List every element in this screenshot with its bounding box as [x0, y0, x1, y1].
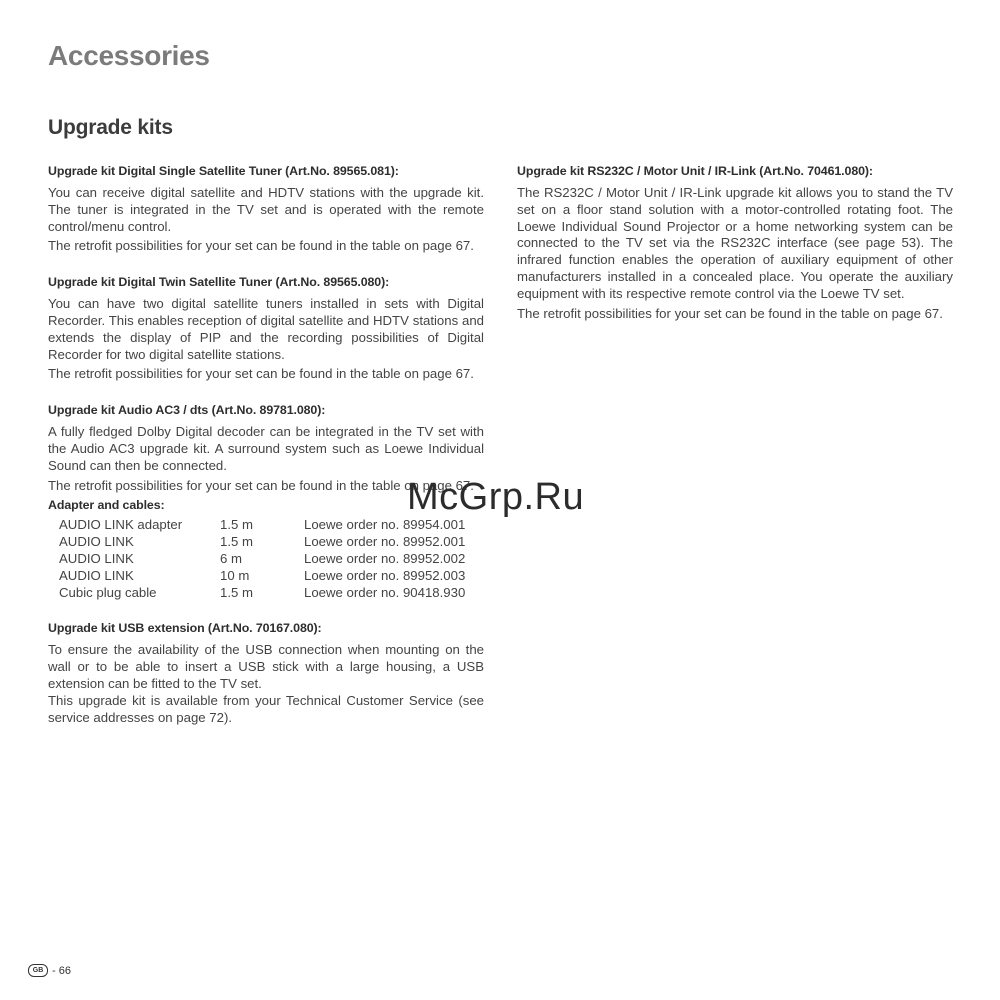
table-row	[59, 517, 465, 534]
cable-name: AUDIO LINK adapter	[59, 517, 183, 533]
cable-name: AUDIO LINK	[59, 534, 134, 550]
audio-text: A fully fledged Dolby Digital decoder can be integrated in the TV set with the Audio AC3 upgrade kit. A surround system such as Loewe Individual Sound can then be connected.	[48, 424, 484, 473]
cable-order-number: Loewe order no. 89952.001	[304, 534, 466, 550]
single-tuner-text: You can receive digital satellite and HDTV stations with the upgrade kit. The tuner is integrated in the TV set and is operated with the remote control/menu control.	[48, 185, 484, 234]
usb-section	[48, 620, 484, 726]
audio-heading: Upgrade kit Audio AC3 / dts (Art.No. 89781.080):	[48, 403, 326, 418]
cable-order-number: Loewe order no. 89952.003	[304, 567, 466, 583]
cable-length: 1.5 m	[220, 534, 253, 550]
table-row	[59, 551, 465, 568]
twin-tuner-text: You can have two digital satellite tuners installed in sets with Digital Recorder. This enables reception of digital satellite and HDTV stations and extends the display of PIP and the recording possibilities of Digital Recorder for two digital satellite stations.	[48, 296, 484, 362]
cable-name: AUDIO LINK	[59, 567, 134, 583]
language-badge: GB	[28, 964, 48, 977]
page-title: Accessories	[48, 40, 210, 71]
table-row	[59, 534, 465, 551]
single-tuner-note: The retrofit possibilities for your set can be found in the table on page 67.	[48, 238, 474, 254]
usb-heading: Upgrade kit USB extension (Art.No. 70167.080):	[48, 621, 322, 636]
cable-order-number: Loewe order no. 89954.001	[304, 517, 466, 533]
cable-name: AUDIO LINK	[59, 550, 134, 566]
cable-length: 1.5 m	[220, 584, 253, 600]
cable-name: Cubic plug cable	[59, 584, 157, 600]
watermark: McGrp.Ru	[407, 476, 585, 518]
cable-length: 1.5 m	[220, 517, 253, 533]
usb-text: To ensure the availability of the USB connection when mounting on the wall or to be able to insert a USB stick with a large housing, a USB extension can be fitted to the TV set.	[48, 642, 484, 691]
cable-length: 10 m	[220, 567, 250, 583]
section-title: Upgrade kits	[48, 116, 173, 139]
twin-tuner-note: The retrofit possibilities for your set can be found in the table on page 67.	[48, 366, 474, 382]
left-column	[48, 163, 484, 745]
twin-tuner-heading: Upgrade kit Digital Twin Satellite Tuner (Art.No. 89565.080):	[48, 275, 390, 290]
single-tuner-section	[48, 163, 484, 255]
page-number: - 66	[52, 964, 71, 977]
usb-service-text: This upgrade kit is available from your Technical Customer Service (see service addresses on page 72).	[48, 692, 484, 725]
twin-tuner-section	[48, 274, 484, 383]
rs232-text: The RS232C / Motor Unit / IR-Link upgrade kit allows you to stand the TV set on a floor stand solution with a motor-controlled rotating foot. The Loewe Individual Sound Projector or a home networking system can be connected to the TV set via the RS232C interface (see page 53). The infrared function enables the operation of auxiliary equipment of other manufacturers installed in a concealed place. You operate the auxiliary equipment with its respective remote control via the Loewe TV set.	[517, 185, 953, 301]
table-row	[59, 585, 465, 602]
rs232-heading: Upgrade kit RS232C / Motor Unit / IR-Link (Art.No. 70461.080):	[517, 164, 873, 178]
cables-heading: Adapter and cables:	[48, 498, 165, 513]
single-tuner-heading: Upgrade kit Digital Single Satellite Tuner (Art.No. 89565.081):	[48, 164, 399, 178]
cables-table	[59, 517, 465, 601]
table-row	[59, 568, 465, 585]
audio-note: The retrofit possibilities for your set can be found in the table on page 67.	[48, 477, 474, 493]
cable-order-number: Loewe order no. 90418.930	[304, 584, 466, 600]
right-column	[517, 163, 953, 341]
cable-order-number: Loewe order no. 89952.002	[304, 550, 466, 566]
rs232-note: The retrofit possibilities for your set can be found in the table on page 67.	[517, 305, 943, 321]
cable-length: 6 m	[220, 550, 242, 566]
page-footer	[28, 964, 71, 977]
rs232-section	[517, 163, 953, 322]
